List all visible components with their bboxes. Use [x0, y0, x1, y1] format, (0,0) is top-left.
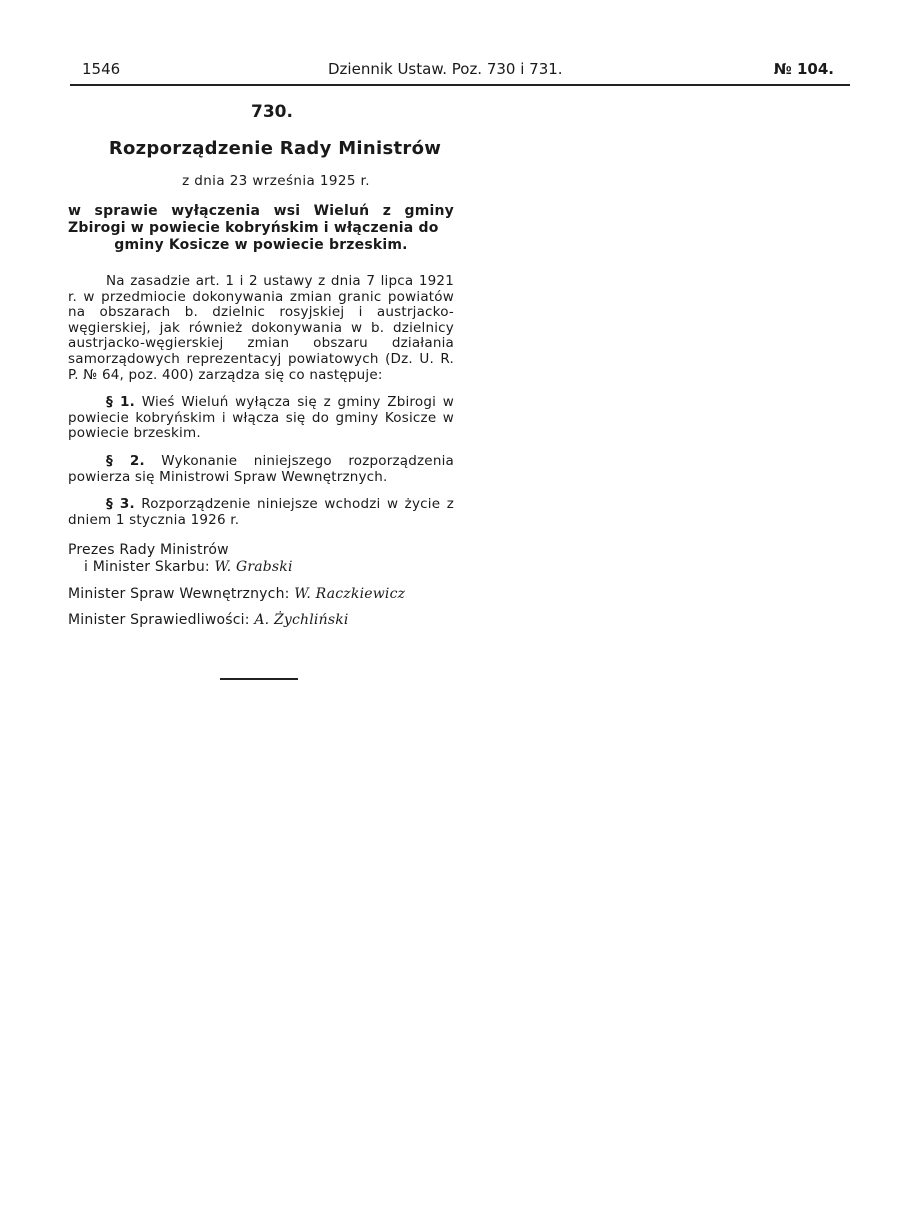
- header-rule: [70, 84, 850, 86]
- section-1-label: § 1.: [106, 394, 135, 411]
- page-header: [70, 60, 850, 84]
- signature-prime-minister: [68, 542, 454, 576]
- signature-3-name: A. Żychliński: [254, 612, 349, 629]
- signature-3-role: Minister Sprawiedliwości:: [68, 612, 250, 629]
- issue-number: № 104.: [773, 60, 834, 78]
- page-number: 1546: [82, 60, 121, 78]
- section-3: [68, 497, 454, 528]
- item-number: 730.: [251, 102, 293, 122]
- date-line: z dnia 23 września 1925 r.: [182, 173, 370, 189]
- section-3-text: Rozporządzenie niniejsze wchodzi w życie z dniem 1 stycznia 1926 r.: [68, 496, 455, 528]
- section-2-label: § 2.: [106, 452, 145, 469]
- signature-1-role-line-1: Prezes Rady Ministrów: [68, 542, 229, 559]
- subject-line-1: w sprawie wyłączenia wsi Wieluń z gminy Zbirogi w powiecie kobryńskim i włączenia do: [68, 203, 454, 236]
- signature-justice-minister: [68, 612, 454, 628]
- end-rule: [220, 678, 298, 680]
- preamble: Na zasadzie art. 1 i 2 ustawy z dnia 7 lipca 1921 r. w przedmiocie dokonywania zmian granic powiatów na obszarach b. dzielnic rosyjskiej i austrjacko-węgierskiej, jak również dokonywania w b. dzielnicy austrjacko-węgierskiej zmian obszaru działania samorządowych reprezentacyj powiatowych (Dz. U. R. P. № 64, poz. 400) zarządza się co następuje:: [68, 273, 454, 383]
- signature-interior-minister: [68, 586, 454, 602]
- subject-line-2: gminy Kosicze w powiecie brzeskim.: [114, 237, 408, 253]
- section-1-text: Wieś Wieluń wyłącza się z gminy Zbirogi w powiecie kobryńskim i włącza się do gminy Kosicze w powiecie brzeskim.: [68, 394, 454, 442]
- signature-2-name: W. Raczkiewicz: [294, 586, 406, 603]
- subject: [68, 203, 454, 254]
- signature-2-role: Minister Spraw Wewnętrznych:: [68, 586, 290, 603]
- section-1: [68, 395, 454, 442]
- section-3-label: § 3.: [106, 496, 135, 513]
- text-column: [68, 100, 454, 628]
- signature-1-role-line-2-text: i Minister Skarbu:: [84, 559, 210, 576]
- regulation-title: Rozporządzenie Rady Ministrów: [108, 138, 442, 159]
- section-2: [68, 454, 454, 485]
- section-2-text: Wykonanie niniejszego rozporządzenia powierza się Ministrowi Spraw Wewnętrznych.: [68, 452, 454, 485]
- signature-1-name: W. Grabski: [214, 559, 293, 576]
- signature-1-role-line-2: [68, 559, 454, 576]
- journal-title: Dziennik Ustaw. Poz. 730 i 731.: [328, 60, 563, 78]
